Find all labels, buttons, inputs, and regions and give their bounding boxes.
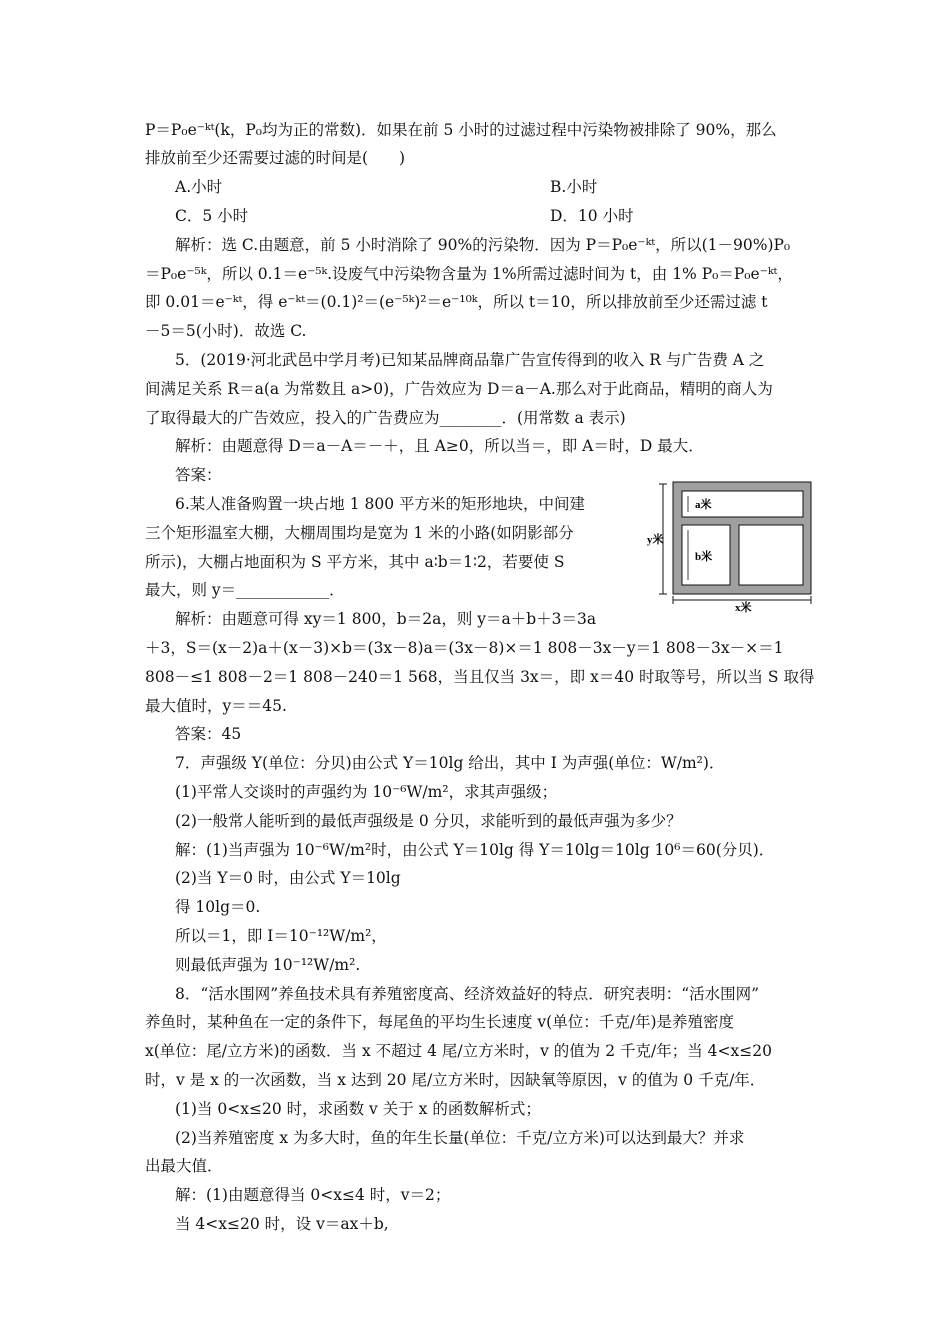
text-line: 即 0.01＝e⁻ᵏᵗ，得 e⁻ᵏᵗ＝(0.1)²＝(e⁻⁵ᵏ)²＝e⁻¹⁰ᵏ，所以 t＝10，所以排放前至少还需过滤 t: [145, 293, 768, 311]
text-line: (2)当 Y＝0 时，由公式 Y＝10lg: [175, 869, 401, 887]
text-line: 所示)，大棚占地面积为 S 平方米，其中 a∶b＝1∶2，若要使 S: [145, 553, 565, 571]
greenhouse-bottom-right: [739, 525, 803, 585]
text-line: 解：(1)当声强为 10⁻⁶W/m²时，由公式 Y＝10lg 得 Y＝10lg＝10lg 10⁶＝60(分贝)．: [175, 841, 775, 859]
option-a: A.小时: [175, 178, 223, 196]
option-b: B.小时: [550, 178, 598, 196]
text-line: 最大，则 y＝____________．: [145, 581, 345, 599]
text-line: 养鱼时，某种鱼在一定的条件下，每尾鱼的平均生长速度 v(单位：千克/年)是养殖密度: [145, 1013, 735, 1031]
text-line: (2)当养殖密度 x 为多大时，鱼的年生长量(单位：千克/立方米)可以达到最大？并求: [175, 1129, 745, 1147]
text-line: 808－≤1 808－2＝1 808－240＝1 568，当且仅当 3x＝，即 x＝40 时取等号，所以当 S 取得: [145, 668, 815, 686]
answer-line: 答案：45: [175, 725, 242, 743]
text-line: 解析：由题意得 D＝a－A＝－＋，且 A≥0，所以当＝，即 A＝时，D 最大．: [175, 437, 704, 455]
text-line: 三个矩形温室大棚，大棚周围均是宽为 1 米的小路(如阴影部分: [145, 524, 574, 542]
label-y: y米: [647, 534, 664, 546]
label-x: x米: [735, 602, 752, 614]
text-line: 了取得最大的广告效应，投入的广告费应为________．(用常数 a 表示): [145, 409, 626, 427]
text-line: 最大值时，y＝＝45.: [145, 697, 287, 715]
text-line: 解：(1)由题意得当 0<x≤4 时，v＝2；: [175, 1186, 451, 1204]
text-line: 解析：由题意可得 xy＝1 800，b＝2a，则 y＝a＋b＋3＝3a: [175, 610, 597, 628]
answer-label: 答案：: [175, 466, 222, 484]
text-line: (2)一般常人能听到的最低声强级是 0 分贝，求能听到的最低声强为多少？: [175, 812, 682, 830]
question-8: 8．“活水围网”养鱼技术具有养殖密度高、经济效益好的特点．研究表明：“活水围网”: [175, 985, 760, 1003]
text-line: 所以＝1，即 I＝10⁻¹²W/m²，: [175, 927, 387, 945]
option-c: C．5 小时: [175, 207, 249, 225]
text-line: 则最低声强为 10⁻¹²W/m².: [175, 956, 361, 974]
text-line: 当 4<x≤20 时，设 v＝ax＋b,: [175, 1215, 389, 1233]
text-line: 解析：选 C.由题意，前 5 小时消除了 90%的污染物．因为 P＝P₀e⁻ᵏᵗ，所以(1－90%)P₀: [175, 236, 791, 254]
text-line: 时，v 是 x 的一次函数，当 x 达到 20 尾/立方米时，因缺氧等原因，v 的值为 0 千克/年．: [145, 1071, 766, 1089]
text-line: 间满足关系 R＝a(a 为常数且 a>0)，广告效应为 D＝a－A.那么对于此商品，精明的商人为: [145, 380, 773, 398]
option-d: D．10 小时: [550, 207, 634, 225]
text-line: 排放前至少还需要过滤的时间是( ): [145, 149, 406, 167]
label-b: b米: [695, 551, 713, 563]
text-line: ＋3，S＝(x－2)a＋(x－3)×b＝(3x－8)a＝(3x－8)×＝1 808－3x－y＝1 808－3x－×＝1: [145, 639, 784, 657]
text-line: 出最大值．: [145, 1157, 223, 1175]
text-line: 得 10lg＝0.: [175, 898, 261, 916]
question-5: 5．(2019·河北武邑中学月考)已知某品牌商品靠广告宣传得到的收入 R 与广告费 A 之: [175, 351, 765, 369]
text-line: x(单位：尾/立方米)的函数．当 x 不超过 4 尾/立方米时，v 的值为 2 千克/年；当 4<x≤20: [145, 1042, 772, 1060]
text-line: (1)平常人交谈时的声强约为 10⁻⁶W/m²，求其声强级；: [175, 783, 558, 801]
text-line: ＝P₀e⁻⁵ᵏ，所以 0.1＝e⁻⁵ᵏ.设废气中污染物含量为 1%所需过滤时间为 t，由 1% P₀＝P₀e⁻ᵏᵗ，: [145, 265, 793, 283]
text-line: －5＝5(小时)．故选 C.: [145, 322, 307, 340]
label-a: a米: [695, 499, 712, 511]
question-7: 7．声强级 Y(单位：分贝)由公式 Y＝10lg 给出，其中 I 为声强(单位：W/m²)．: [175, 754, 725, 772]
question-6: 6.某人准备购置一块占地 1 800 平方米的矩形地块，中间建: [175, 495, 586, 513]
text-line: (1)当 0<x≤20 时，求函数 v 关于 x 的函数解析式；: [175, 1100, 541, 1118]
greenhouse-diagram: [647, 482, 815, 614]
text-line: P＝P₀e⁻ᵏᵗ(k，P₀均为正的常数)．如果在前 5 小时的过滤过程中污染物被排除了 90%，那么: [145, 121, 777, 139]
